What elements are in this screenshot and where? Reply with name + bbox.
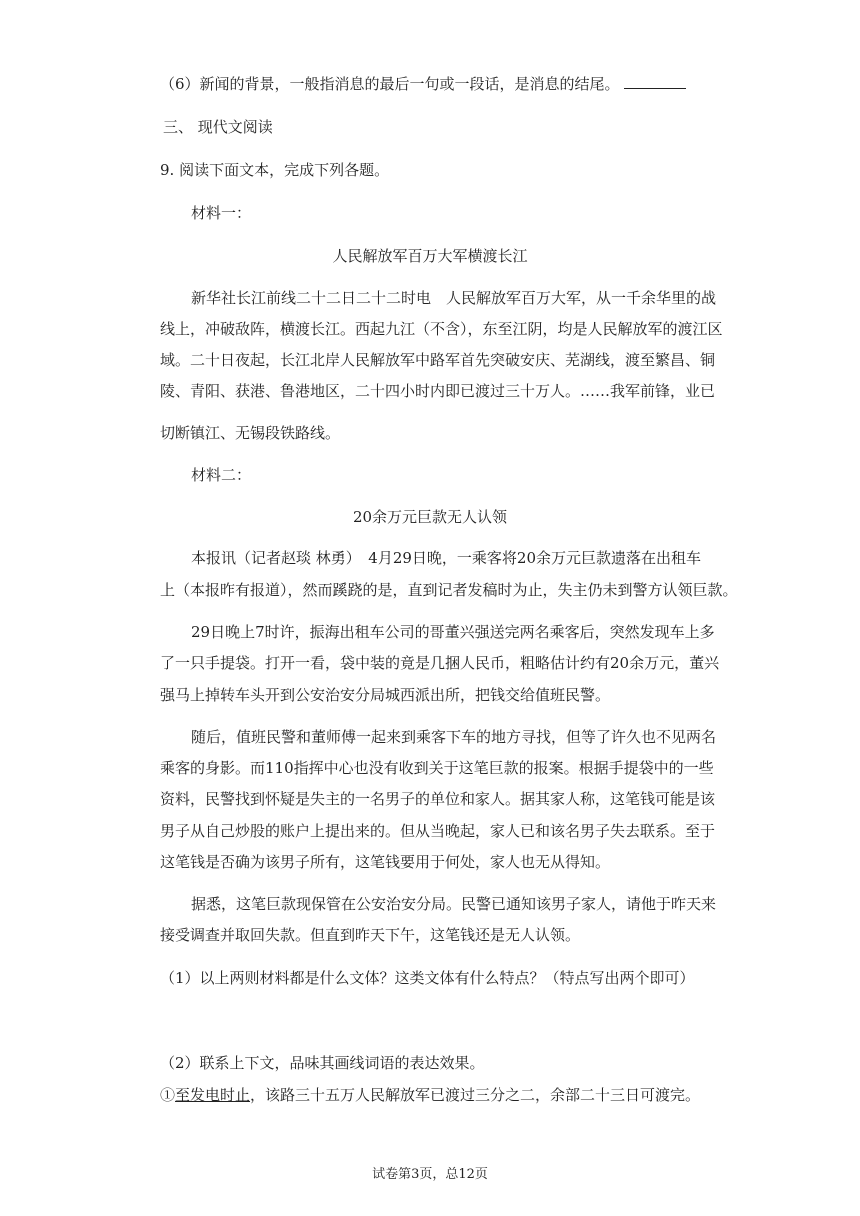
material-1-line: 新华社长江前线二十二日二十二时电 人民解放军百万大军，从一千余华里的战 — [191, 289, 717, 307]
material-2-line: 上（本报昨有报道），然而蹊跷的是，直到记者发稿时为止，失主仍未到警方认领巨款。 — [160, 581, 738, 599]
material-2-line: 接受调查并取回失款。但直到昨天下午，这笔钱还是无人认领。 — [160, 926, 581, 944]
material-1-title: 人民解放军百万大军横渡长江 — [332, 247, 528, 265]
material-2-line: 资料，民警找到怀疑是失主的一名男子的单位和家人。据其家人称，这笔钱可能是该 — [160, 790, 716, 808]
material-2-line: 了一只手提袋。打开一看，袋中装的竟是几捆人民币，粗略估计约有20余万元，董兴 — [160, 654, 720, 672]
material-2-line: 本报讯（记者赵琰 林勇） 4月29日晚，一乘客将20余万元巨款遗落在出租车 — [191, 549, 701, 567]
material-2-line: 据悉，这笔巨款现保管在公安治安分局。民警已通知该男子家人，请他于昨天来 — [191, 895, 717, 913]
material-2-line: 男子从自己炒股的账户上提出来的。但从当晚起，家人已和该名男子失去联系。至于 — [160, 822, 716, 840]
material-2-title: 20余万元巨款无人认领 — [352, 508, 508, 526]
page-footer: 试卷第3页，总12页 — [372, 1167, 488, 1182]
item-marker: ① — [160, 1086, 176, 1104]
underlined-phrase: 至发电时止 — [175, 1086, 251, 1104]
question-6 — [160, 74, 686, 94]
question-9: 9. 阅读下面文本，完成下列各题。 — [160, 161, 390, 179]
answer-blank[interactable] — [624, 74, 686, 89]
material-2-line: 随后，值班民警和董师傅一起来到乘客下车的地方寻找，但等了许久也不见两名 — [191, 728, 717, 746]
sub-question-2: （2）联系上下文，品味其画线词语的表达效果。 — [160, 1054, 485, 1072]
material-2-line: 强马上掉转车头开到公安治安分局城西派出所，把钱交给值班民警。 — [160, 686, 611, 704]
material-1-line: 线上，冲破敌阵，横渡长江。西起九江（不含），东至江阴，均是人民解放军的渡江区 — [160, 320, 723, 338]
section-heading: 三、 现代文阅读 — [163, 118, 273, 136]
material-2-label: 材料二： — [191, 466, 252, 484]
material-2-line: 这笔钱是否确为该男子所有，这笔钱要用于何处，家人也无从得知。 — [160, 853, 611, 871]
material-2-line: 乘客的身影。而110指挥中心也没有收到关于这笔巨款的报案。根据手提袋中的一些 — [160, 759, 714, 777]
sub-question-2-item-1 — [160, 1085, 700, 1105]
item-text: ，该路三十五万人民解放军已渡过三分之二，余部二十三日可渡完。 — [250, 1086, 701, 1104]
material-1-line: 陵、青阳、获港、鲁港地区，二十四小时内即已渡过三十万人。……我军前锋，业已 — [160, 382, 716, 400]
material-1-label: 材料一： — [191, 204, 252, 222]
material-1-line: 切断镇江、无锡段铁路线。 — [160, 424, 341, 442]
question-6-text: （6）新闻的背景，一般指消息的最后一句或一段话，是消息的结尾。 — [160, 75, 620, 93]
material-2-line: 29日晚上7时许，振海出租车公司的哥董兴强送完两名乘客后，突然发现车上多 — [191, 623, 715, 641]
material-1-line: 域。二十日夜起，长江北岸人民解放军中路军首先突破安庆、芜湖线，渡至繁昌、铜 — [160, 351, 716, 369]
sub-question-1: （1）以上两则材料都是什么文体？这类文体有什么特点？（特点写出两个即可） — [160, 969, 695, 987]
